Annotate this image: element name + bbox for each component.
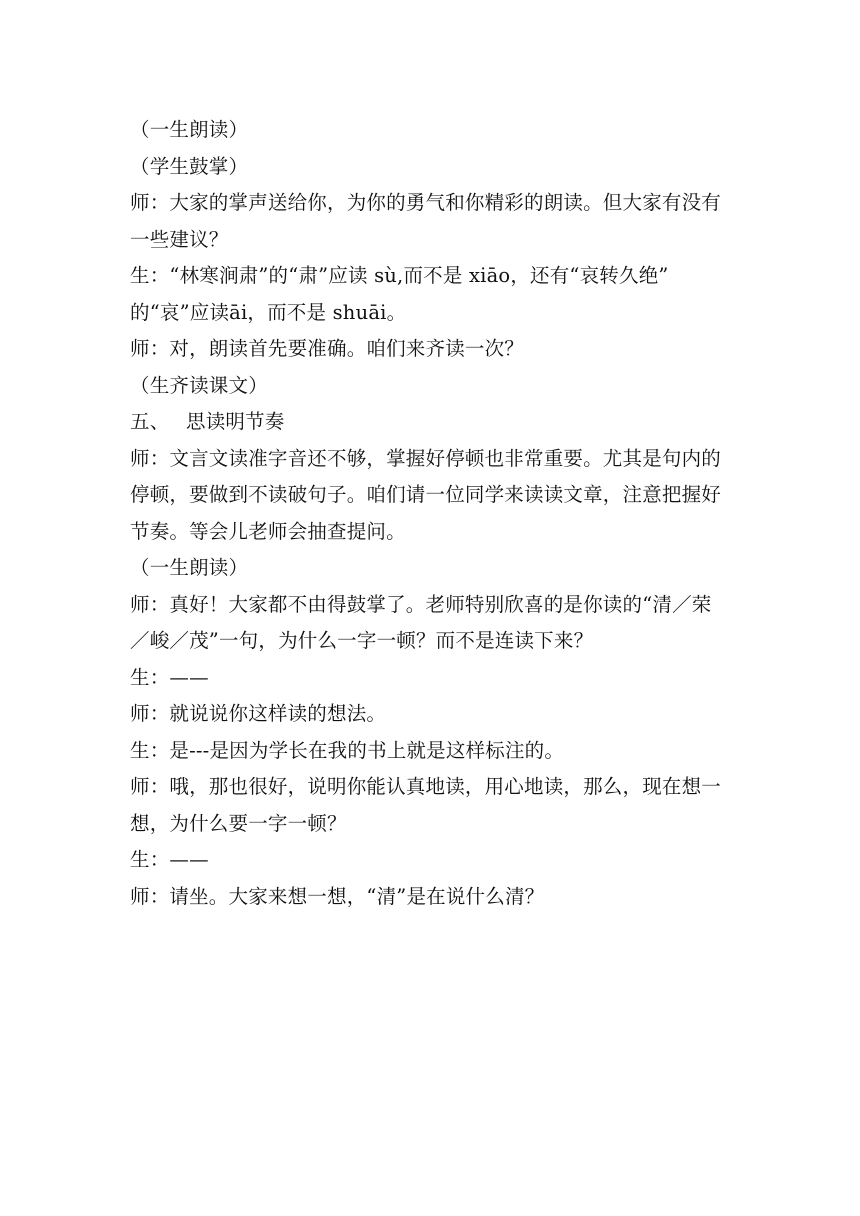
text-line: 停顿，要做到不读破句子。咱们请一位同学来读读文章，注意把握好 xyxy=(130,483,722,506)
document-body xyxy=(130,112,736,915)
text-line: （一生朗读） xyxy=(130,118,249,141)
text-line: 想，为什么要一字一顿？ xyxy=(130,811,347,835)
text-line: （学生鼓掌） xyxy=(130,154,249,178)
text-line: 师：请坐。大家来想一想，“清”是在说什么清？ xyxy=(130,884,545,908)
text-line: 一些建议？ xyxy=(130,227,229,251)
text-line: 的“哀”应读āi，而不是 shuāi。 xyxy=(130,300,407,324)
text-line: 生：—— xyxy=(130,848,209,871)
text-line: 师：哦，那也很好，说明你能认真地读，用心地读，那么，现在想一 xyxy=(130,775,722,798)
text-line: （一生朗读） xyxy=(130,556,249,579)
text-line: 生：“林寒涧肃”的“肃”应读 sù,而不是 xiāo，还有“哀转久绝” xyxy=(130,264,669,287)
text-line: 师：文言文读准字音还不够，掌握好停顿也非常重要。尤其是句内的 xyxy=(130,446,722,470)
text-line: 节奏。等会儿老师会抽查提问。 xyxy=(130,519,406,543)
text-line: ／峻／茂”一句，为什么一字一顿？而不是连读下来？ xyxy=(130,629,594,652)
text-line: 生：—— xyxy=(130,665,209,689)
text-line: 师：就说说你这样读的想法。 xyxy=(130,702,387,725)
text-line: 生：是---是因为学长在我的书上就是这样标注的。 xyxy=(130,738,565,762)
text-line: 师：对，朗读首先要准确。咱们来齐读一次？ xyxy=(130,337,525,360)
text-line: 师：大家的掌声送给你，为你的勇气和你精彩的朗读。但大家有没有 xyxy=(130,191,722,214)
section-title: 思读明节奏 xyxy=(186,410,285,433)
text-line: 师：真好！大家都不由得鼓掌了。老师特别欣喜的是你读的“清／荣 xyxy=(130,592,712,616)
section-heading xyxy=(130,404,736,441)
text-line: （生齐读课文） xyxy=(130,373,268,397)
section-number: 五、 xyxy=(130,410,170,433)
